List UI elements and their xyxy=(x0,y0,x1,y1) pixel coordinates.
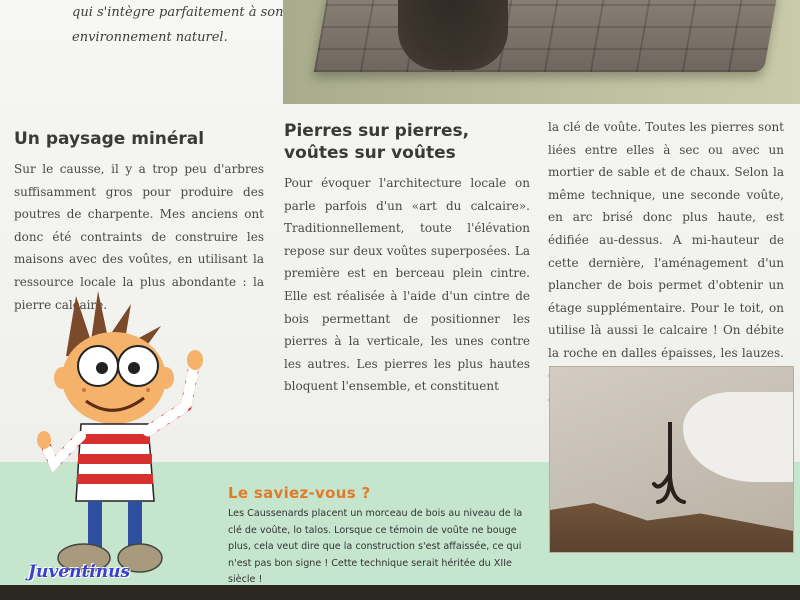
watermark-signature: Juventinus xyxy=(28,562,131,582)
did-you-know-text: Les Caussenards placent un morceau de bois au niveau de la clé de voûte, lo talos. Lorsque ce témoin de voûte ne bouge plus, cela veut dire que la construction s'est affaissée, ce qui n'est pas bon signe ! Cette technique serait héritée du XIIe siècle ! xyxy=(228,508,523,585)
cartoon-boy-mascot xyxy=(36,286,206,586)
section-body: Pour évoquer l'architecture locale on parle parfois d'un «art du calcaire». Traditionnellement, toute l'élévation repose sur deux voûtes superposées. La première est en berceau plein cintre. Elle est réalisée à l'aide d'un cintre de bois permettant de positionner les pierres à la verticale, les unes contre les autres. Les pierres les plus hautes bloquent l'ensemble, et constituent xyxy=(284,176,530,394)
bottom-edge xyxy=(0,585,800,600)
section-body: la clé de voûte. Toutes les pierres sont liées entre elles à sec ou avec un mortier de sable et de chaux. Selon la même technique, une seconde voûte, en arc brisé donc plus haute, est édifiée au-dessus. A mi-hauteur de cette dernière, l'aménagement d'un plancher de bois permet d'obtenir un étage supplémentaire. Pour le toit, on utilise là aussi le calcaire ! On débite la roche en dalles épaisses, les lauzes. xyxy=(548,120,784,360)
section-title: Un paysage minéral xyxy=(14,129,205,149)
iron-hook-icon xyxy=(650,422,690,507)
section-body: Sur le causse, il y a trop peu d'arbres suffisamment gros pour produire des poutres de charpente. Mes anciens ont donc été contraints de construire les maisons avec des voûtes, en utilisant la ressource locale la plus abondante : la pierre calcaire. xyxy=(14,162,264,312)
intro-text: qui s'intègre parfaitement à son environnement naturel. xyxy=(72,5,284,45)
vault-opening xyxy=(398,0,508,70)
section-title-line2: voûtes sur voûtes xyxy=(284,143,456,163)
limestone-rock xyxy=(683,392,794,482)
did-you-know-title: Le saviez-vous ? xyxy=(228,484,371,502)
section-title-line1: Pierres sur pierres, xyxy=(284,121,470,141)
did-you-know-box xyxy=(228,484,528,589)
section-title xyxy=(284,120,530,164)
section-pierres-sur-pierres xyxy=(284,120,530,398)
stone-vault-photo xyxy=(283,0,800,104)
stone-wall xyxy=(314,0,778,72)
wooden-stake-photo xyxy=(549,366,794,553)
